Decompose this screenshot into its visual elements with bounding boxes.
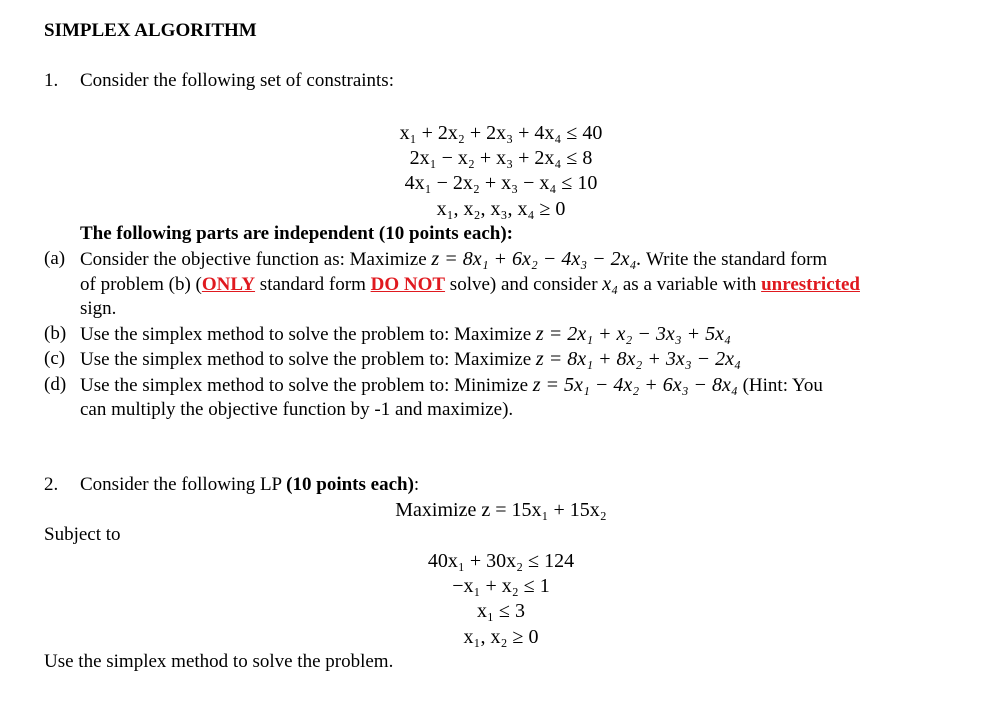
q1-constraint-2: 2x₁ − x₂ + x₃ + 2x₄ ≤ 8 (409, 147, 593, 169)
q1-constraint-1: x₁ + 2x₂ + 2x₃ + 4x₄ ≤ 40 (399, 122, 603, 144)
q2-closing: Use the simplex method to solve the problem. (44, 651, 394, 672)
part-b-text: Use the simplex method to solve the problem to: Maximize (80, 324, 532, 345)
part-a-label: (a) (44, 248, 66, 269)
q2-colon: : (413, 474, 420, 495)
q2-intro: Consider the following LP (80, 474, 282, 495)
part-d-hint-start: (Hint: You (742, 375, 823, 396)
q2-number: 2. (44, 474, 59, 495)
part-d-hint-end: can multiply the objective function by -1 and maximize). (80, 399, 514, 420)
part-a-line-1 (80, 248, 827, 271)
only-emphasis: ONLY (201, 274, 256, 295)
q2-points: (10 points each) (286, 474, 414, 495)
part-b-objective: z = 2x₁ + x₂ − 3x₃ + 5x₄ (535, 323, 732, 345)
part-a-line-3: sign. (80, 298, 117, 319)
part-a-tail: Write the standard form (645, 249, 828, 270)
part-c-text: Use the simplex method to solve the problem to: Maximize (80, 349, 532, 370)
part-b-line (80, 323, 731, 346)
q2-constraint-1: 40x₁ + 30x₂ ≤ 124 (427, 550, 575, 572)
x4-variable: x₄ (602, 273, 619, 295)
part-c-line (80, 348, 741, 371)
q2-constraint-3: x₁ ≤ 3 (477, 600, 525, 622)
unrestricted-emphasis: unrestricted (761, 274, 860, 295)
q2-nonnegativity: x₁, x₂ ≥ 0 (463, 626, 539, 648)
part-a-line-2 (80, 273, 860, 296)
q2-intro-line (80, 474, 419, 496)
part-d-label: (d) (44, 374, 67, 395)
q2-subject-to: Subject to (44, 524, 121, 545)
page-title: SIMPLEX ALGORITHM (44, 20, 257, 41)
part-d-line-1 (80, 374, 823, 397)
part-a-line2-mid: standard form (255, 274, 371, 295)
part-a-text: Consider the objective function as: Maximize (80, 249, 427, 270)
part-a-line2-tail: as a variable with (622, 274, 757, 295)
part-d-objective: z = 5x₁ − 4x₂ + 6x₃ − 8x₄ (532, 374, 738, 396)
q1-intro: Consider the following set of constraints: (80, 70, 394, 91)
part-c-objective: z = 8x₁ + 8x₂ + 3x₃ − 2x₄ (535, 348, 742, 370)
q1-nonnegativity: x₁, x₂, x₃, x₄ ≥ 0 (436, 198, 566, 220)
q1-independent-note: The following parts are independent (10 points each): (80, 223, 513, 244)
do-not-emphasis: DO NOT (370, 274, 446, 295)
part-d-text: Use the simplex method to solve the problem to: Minimize (80, 375, 529, 396)
q2-constraint-2: −x₁ + x₂ ≤ 1 (452, 575, 550, 597)
q1-number: 1. (44, 70, 59, 91)
part-a-line2-pre: of problem (b) ( (80, 274, 202, 295)
part-a-objective: z = 8x₁ + 6x₂ − 4x₃ − 2x₄. (431, 248, 642, 270)
q1-constraint-3: 4x₁ − 2x₂ + x₃ − x₄ ≤ 10 (404, 172, 598, 194)
part-c-label: (c) (44, 348, 66, 369)
part-b-label: (b) (44, 323, 67, 344)
part-a-line2-post: solve) and consider (445, 274, 598, 295)
q2-objective: Maximize z = 15x₁ + 15x₂ (395, 499, 607, 521)
